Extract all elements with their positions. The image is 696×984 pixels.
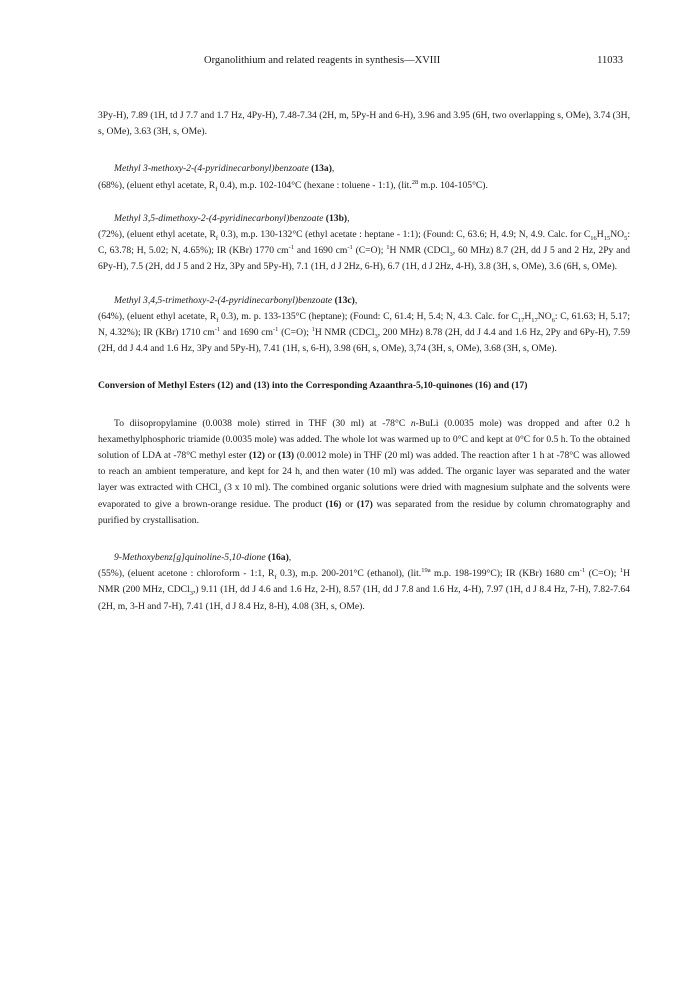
page-number: 11033 — [597, 55, 623, 66]
compound-13c-title: Methyl 3,4,5-trimethoxy-2-(4-pyridinecarbonyl)benzoate (13c), — [114, 294, 358, 306]
compound-13c-data: (64%), (eluent ethyl acetate, $R_f$ 0.3), m. p. 133-135°C (heptane); (Found: C, 61.4; H, 5.4; N, 4.3. Calc. for $C_{17}H_{17}NO_6$: C, 61.63; H, 5.17; N, 4.32%); IR (KBr) 1710 $cm^{-1}$ and 1690 $cm^{-1}$ (C=O); $^1$H NMR (CDCl$_3$, 200 MHz) 8.78 (2H, dd J 4.4 and 1.6 Hz, 2Py and 6Py-H), 7.59 (2H, dd J 4.4 and 1.6 Hz, 3Py and 5Py-H), 7.41 (1H, s, 6-H), 3.98 (6H, s, OMe), 3,74 (3H, s, OMe), 3.68 (3H, s, OMe). — [98, 310, 631, 355]
compound-16a-title: 9-Methoxybenz[g]quinoline-5,10-dione (16a), — [114, 552, 292, 564]
running-header — [0, 55, 696, 71]
compound-13a-data: (68%), (eluent ethyl acetate, $R_f$ 0.4), m.p. 102-104°C (hexane : toluene - 1:1), (lit.$^{28}$ m.p. 104-105°C). — [98, 178, 488, 193]
compound-13b-data: (72%), (eluent ethyl acetate, $R_f$ 0.3), m.p. 130-132°C (ethyl acetate : heptane - 1:1); (Found: C, 63.6; H, 4.9; N, 4.9. Calc. for $C_{16}H_{15}NO_5$: C, 63.78; H, 5.02; N, 4.65%); IR (KBr) 1770 $cm^{-1}$ and 1690 $cm^{-1}$ (C=O); $^1$H NMR (CDCl$_3$, 60 MHz) 8.7 (2H, dd J 5 and 2 Hz, 2Py and 6Py-H), 7.5 (2H, dd J 5 and 2 Hz, 3Py and 5Py-H), 7.1 (1H, d J 2Hz, 6-H), 6.7 (1H, d J 2Hz, 4-H), 3.8 (3H, s, OMe), 3.6 (6H, s, OMe). — [98, 229, 630, 273]
running-title: Organolithium and related reagents in synthesis—XVIII — [204, 55, 441, 66]
compound-13b-title: Methyl 3,5-dimethoxy-2-(4-pyridinecarbonyl)benzoate (13b), — [114, 212, 350, 224]
nmr-continuation-paragraph: 3Py-H), 7.89 (1H, td J 7.7 and 1.7 Hz, 4Py-H), 7.48-7.34 (2H, m, 5Py-H and 6-H), 3.96 and 3.95 (6H, two overlapping s, OMe), 3.74 (3H, s, OMe), 3.63 (3H, s, OMe). — [98, 110, 630, 138]
compound-16a-data: (55%), (eluent acetone : chloroform - 1:1, $R_f$ 0.3), m.p. 200-201°C (ethanol), (lit.$^{19a}$ m.p. 198-199°C); IR (KBr) 1680 $cm^{-1}$ (C=O); $^1$H NMR (200 MHz, CDCl$_3$,) 9.11 (1H, dd J 4.6 and 1.6 Hz, 2-H), 8.57 (1H, dd J 7.8 and 1.6 Hz, 4-H), 7.97 (1H, d J 8.4 Hz, 7-H), 7.82-7.64 (2H, m, 3-H and 7-H), 7.41 (1H, d J 8.4 Hz, 8-H), 4.08 (3H, s, OMe). — [98, 567, 630, 612]
article-body — [98, 108, 630, 615]
procedure-paragraph: To diisopropylamine (0.0038 mole) stirred in THF (30 ml) at -78°C n-BuLi (0.0035 mole) was dropped and after 0.2 h hexamethylphosphoric triamide (0.0035 mole) was added. The whole lot was warmed up to 0°C and kept at 0°C for 0.5 h. To the obtained solution of LDA at -78°C methyl ester (12) or (13) (0.0012 mole) in THF (20 ml) was added. The reaction after 1 h at -78°C was allowed to reach an ambient temperature, and kept for 24 h, and then water (10 ml) was added. The organic layer was separated and the water layer was extracted with CHCl$_3$ (3 x 10 ml). The combined organic solutions were dried with magnesium sulphate and the solvents were evaporated to give a brown-orange residue. The product (16) or (17) was separated from the residue by column chromatography and purified by crystallisation. — [98, 417, 630, 526]
section-heading: Conversion of Methyl Esters (12) and (13) into the Corresponding Azaanthra-5,10-quinones (16) and (17) — [98, 380, 528, 392]
compound-13a-title: Methyl 3-methoxy-2-(4-pyridinecarbonyl)benzoate (13a), — [114, 163, 335, 175]
